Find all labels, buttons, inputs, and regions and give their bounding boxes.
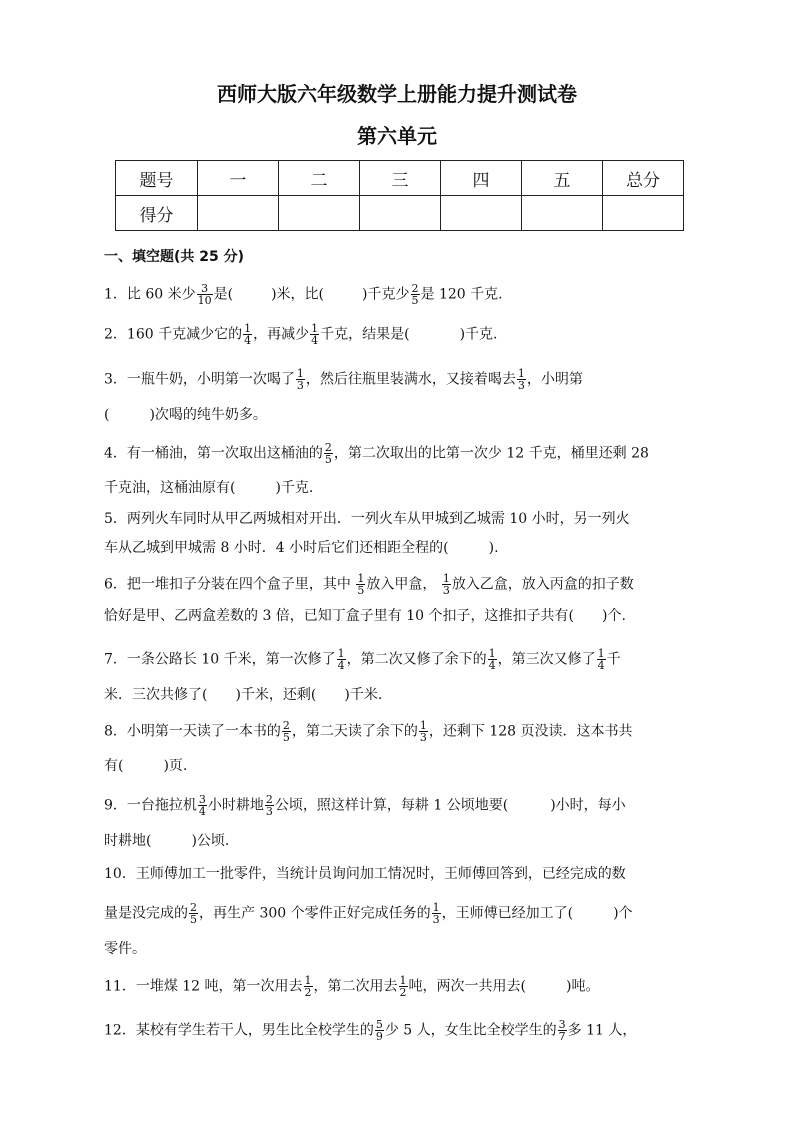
- fraction-denominator: 3: [296, 379, 304, 392]
- fraction-denominator: 3: [442, 584, 450, 597]
- question-text: 6．把一堆扣子分装在四个盒子里，其中: [104, 576, 356, 593]
- fraction-denominator: 10: [197, 294, 212, 307]
- fraction-denominator: 3: [517, 379, 525, 392]
- fraction-numerator: 1: [597, 647, 605, 660]
- fraction-denominator: 4: [244, 334, 252, 347]
- fraction-numerator: 1: [311, 322, 319, 335]
- page-subtitle: 第六单元: [357, 124, 437, 148]
- question-text: 时耕地(: [104, 833, 152, 849]
- question-10-line3: [104, 939, 704, 959]
- fraction-numerator: 3: [558, 1018, 566, 1031]
- fraction: [282, 720, 291, 743]
- fraction: [324, 442, 333, 465]
- question-text: 4．有一桶油，第一次取出这桶油的: [104, 445, 323, 462]
- score-input-cell[interactable]: [279, 196, 360, 231]
- question-text: (: [104, 407, 110, 423]
- fraction-numerator: 5: [375, 1018, 383, 1031]
- question-text: )个.: [601, 608, 626, 624]
- question-text: )千克少: [362, 286, 410, 303]
- question-text: ，还剩下 128 页没读．这本书共: [428, 723, 633, 740]
- fraction-denominator: 3: [432, 913, 440, 926]
- table-row: [116, 161, 684, 196]
- table-cell: 一: [198, 161, 279, 196]
- question-text: 是 120 千克.: [420, 286, 503, 303]
- question-text: 量是没完成的: [104, 905, 188, 922]
- fraction-denominator: 5: [324, 453, 332, 466]
- question-6: [104, 573, 704, 596]
- question-text: 千克油，这桶油原有(: [104, 480, 236, 496]
- question-3: [104, 368, 704, 391]
- question-8: [104, 720, 704, 743]
- score-table: [115, 160, 684, 231]
- fraction: [197, 283, 213, 306]
- question-text: 公顷，照这样计算，每耕 1 公顷地要(: [274, 797, 509, 814]
- question-4: [104, 442, 704, 465]
- fraction: [375, 1019, 384, 1042]
- question-text: ，第三次又修了: [497, 651, 596, 668]
- table-cell: 五: [522, 161, 603, 196]
- fraction-denominator: 9: [375, 1030, 383, 1043]
- fraction-denominator: 4: [597, 659, 605, 672]
- fraction: [337, 648, 346, 671]
- fraction-numerator: 1: [337, 647, 345, 660]
- question-text: 1．比 60 米少: [104, 286, 196, 303]
- question-text: 8．小明第一天读了一本书的: [104, 723, 281, 740]
- question-text: 9．一台拖拉机: [104, 797, 197, 814]
- question-1: [104, 283, 704, 306]
- question-text: )千米.: [344, 687, 383, 703]
- question-10-line2: [104, 902, 704, 925]
- fraction: [310, 323, 319, 346]
- fraction-denominator: 3: [265, 805, 273, 818]
- fraction-numerator: 2: [411, 282, 419, 295]
- question-text: )千克.: [275, 480, 314, 496]
- score-input-cell[interactable]: [360, 196, 441, 231]
- question-12: [104, 1019, 704, 1042]
- question-text: )次喝的纯牛奶多。: [149, 407, 267, 423]
- fraction: [296, 368, 305, 391]
- question-text: 车从乙城到甲城需 8 小时．4 小时后它们还相距全程的(: [104, 540, 449, 556]
- fraction: [198, 794, 207, 817]
- fraction-denominator: 2: [399, 986, 407, 999]
- question-text: )个: [613, 905, 633, 922]
- question-text: 米．三次共修了(: [104, 687, 208, 703]
- table-cell: 总分: [603, 161, 684, 196]
- question-11: [104, 975, 704, 998]
- fraction: [488, 648, 497, 671]
- question-2: [104, 323, 704, 346]
- question-7: [104, 648, 704, 671]
- question-text: 是(: [213, 286, 234, 303]
- fraction-denominator: 3: [419, 731, 427, 744]
- fraction: [411, 283, 420, 306]
- question-text: )小时，每小: [550, 797, 626, 814]
- fraction: [597, 648, 606, 671]
- fraction-denominator: 5: [282, 731, 290, 744]
- question-text: 吨，两次一共用去(: [408, 978, 526, 995]
- fraction-numerator: 1: [488, 647, 496, 660]
- fraction-numerator: 2: [190, 901, 197, 914]
- fraction-denominator: 4: [198, 805, 206, 818]
- question-text: ，第二天读了余下的: [291, 723, 418, 740]
- table-cell: 得分: [116, 196, 198, 231]
- score-input-cell[interactable]: [603, 196, 684, 231]
- fraction-denominator: 5: [411, 294, 419, 307]
- fraction-numerator: 1: [399, 974, 407, 987]
- question-text: 11．一堆煤 12 吨，第一次用去: [104, 978, 303, 995]
- table-cell: 二: [279, 161, 360, 196]
- question-text: 7．一条公路长 10 千米，第一次修了: [104, 651, 336, 668]
- question-text: 小时耕地: [207, 797, 264, 814]
- fraction: [356, 573, 365, 596]
- fraction-numerator: 1: [304, 974, 312, 987]
- page-title: 西师大版六年级数学上册能力提升测试卷: [217, 82, 577, 106]
- fraction-denominator: 5: [190, 913, 197, 926]
- question-text: 多 11 人，: [567, 1022, 637, 1039]
- question-text: )吨。: [566, 978, 600, 995]
- question-text: ，然后往瓶里装满水，又接着喝去: [305, 371, 516, 388]
- fraction: [243, 323, 252, 346]
- fraction-numerator: 3: [198, 793, 206, 806]
- question-text: 3．一瓶牛奶，小明第一次喝了: [104, 371, 295, 388]
- question-5-line2: [104, 538, 704, 558]
- fraction-denominator: 2: [304, 986, 312, 999]
- question-text: )页.: [163, 758, 188, 774]
- question-9: [104, 794, 704, 817]
- fraction-denominator: 5: [357, 584, 365, 597]
- question-text: 零件。: [104, 941, 146, 957]
- fraction-denominator: 4: [337, 659, 345, 672]
- fraction: [558, 1019, 567, 1042]
- question-text: ，第二次用去: [313, 978, 398, 995]
- fraction-denominator: 4: [488, 659, 496, 672]
- question-text: ，小明第: [526, 371, 583, 388]
- question-text: 放入乙盒，放入丙盒的扣子数: [451, 576, 634, 593]
- question-text: ，第二次又修了余下的: [346, 651, 487, 668]
- fraction: [265, 794, 274, 817]
- fraction: [442, 573, 451, 596]
- fraction: [517, 368, 526, 391]
- question-text: 2．160 千克减少它的: [104, 326, 243, 343]
- fraction-numerator: 2: [324, 441, 332, 454]
- fraction-denominator: 7: [558, 1030, 566, 1043]
- fraction-numerator: 1: [296, 367, 304, 380]
- score-input-cell[interactable]: [198, 196, 279, 231]
- question-text: 放入甲盒，: [366, 576, 437, 593]
- fraction-numerator: 1: [244, 322, 252, 335]
- fraction-numerator: 1: [357, 572, 365, 585]
- question-8-line2: [104, 756, 704, 776]
- fraction-numerator: 3: [201, 282, 209, 295]
- fraction: [304, 975, 313, 998]
- question-text: )千米，还剩(: [235, 687, 317, 703]
- question-text: 少 5 人，女生比全校学生的: [384, 1022, 557, 1039]
- question-text: ，再减少: [253, 326, 310, 343]
- score-input-cell[interactable]: [522, 196, 603, 231]
- table-cell: 四: [441, 161, 522, 196]
- score-input-cell[interactable]: [441, 196, 522, 231]
- fraction-numerator: 2: [282, 719, 290, 732]
- question-text: )公顷.: [191, 833, 230, 849]
- question-4-line2: [104, 478, 704, 498]
- fraction: [189, 902, 198, 925]
- table-row: [116, 196, 684, 231]
- question-text: 千: [606, 651, 621, 668]
- question-text: 恰好是甲、乙两盒差数的 3 倍，已知丁盒子里有 10 个扣子，这推扣子共有(: [104, 608, 574, 624]
- question-7-line2: [104, 685, 704, 705]
- question-text: ).: [488, 540, 499, 556]
- fraction-numerator: 1: [517, 367, 525, 380]
- question-10: [104, 864, 704, 884]
- question-3-line2: [104, 405, 704, 425]
- fraction-denominator: 4: [311, 334, 319, 347]
- table-cell: 三: [360, 161, 441, 196]
- question-text: ，王师傅已经加工了(: [441, 905, 574, 922]
- question-text: ，第二次取出的比第一次少 12 千克，桶里还剩 28: [333, 445, 649, 462]
- section-heading: 一、填空题(共 25 分): [104, 249, 245, 265]
- question-text: 12．某校有学生若干人，男生比全校学生的: [104, 1022, 374, 1039]
- table-cell: 题号: [116, 161, 198, 196]
- question-text: 有(: [104, 758, 124, 774]
- fraction: [432, 902, 441, 925]
- question-text: ，再生产 300 个零件正好完成任务的: [199, 905, 431, 922]
- fraction: [419, 720, 428, 743]
- question-text: )米，比(: [271, 286, 325, 303]
- question-5: [104, 509, 704, 529]
- question-text: )千克.: [459, 326, 498, 343]
- question-6-line2: [104, 606, 704, 626]
- fraction-numerator: 1: [442, 572, 450, 585]
- question-text: 千克，结果是(: [320, 326, 410, 343]
- question-text: 5．两列火车同时从甲乙两城相对开出．一列火车从甲城到乙城需 10 小时，另一列火: [104, 511, 630, 527]
- fraction-numerator: 1: [432, 901, 440, 914]
- question-9-line2: [104, 831, 704, 851]
- fraction: [399, 975, 408, 998]
- fraction-numerator: 1: [419, 719, 427, 732]
- fraction-numerator: 2: [265, 793, 273, 806]
- question-text: 10．王师傅加工一批零件，当统计员询问加工情况时，王师傅回答到，已经完成的数: [104, 866, 626, 882]
